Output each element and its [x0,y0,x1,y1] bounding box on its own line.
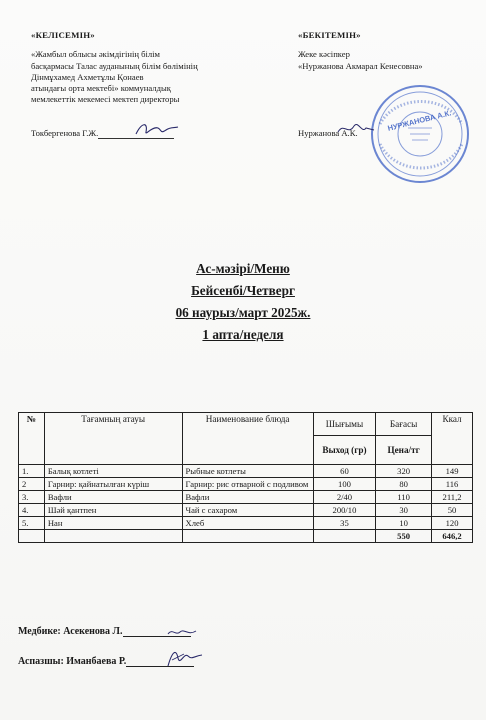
stamp-text: НУРЖАНОВА А.К. [386,108,453,133]
row-num: 3. [19,491,45,504]
header-kcal: Ккал [432,413,473,465]
row-name-kz: Шәй қантпен [44,504,182,517]
row-name-ru: Вафли [182,491,313,504]
entrepreneur-signature [336,118,376,140]
director-name: Токбергенова Г.Ж. [31,128,99,138]
agreement-line: басқармасы Талас ауданының білім бөлімінің [31,60,198,71]
menu-table [18,412,473,543]
row-num: 4. [19,504,45,517]
menu-title [0,258,486,346]
approval-heading: «БЕКІТЕМІН» [298,30,361,40]
header-name-ru: Наименование блюда [182,413,313,465]
row-name-ru: Хлеб [182,517,313,530]
row-name-kz: Балық котлеті [44,465,182,478]
row-output: 2/40 [313,491,375,504]
header-num: № [19,413,45,465]
row-num: 2 [19,478,45,491]
approval-line: Жеке кәсіпкер [298,49,350,60]
row-price: 110 [376,491,432,504]
table-row [19,478,473,491]
row-kcal: 149 [432,465,473,478]
row-output: 35 [313,517,375,530]
menu-title-line: Ас-мәзірі/Меню [196,261,290,276]
cook-signature [164,646,204,670]
row-price: 320 [376,465,432,478]
approval-line: «Нуржанова Акмарал Кенесовна» [298,60,423,71]
menu-day: Бейсенбі/Четверг [191,283,295,298]
row-price: 80 [376,478,432,491]
row-output: 60 [313,465,375,478]
cook-name: Аспазшы: Иманбаева Р. [18,656,127,667]
row-price: 30 [376,504,432,517]
nurse-signature-line [18,626,191,637]
table-row [19,465,473,478]
total-kcal: 646,2 [432,530,473,543]
agreement-line: мемлекеттік мекемесі мектеп директоры [31,94,180,105]
director-signature [132,118,180,140]
table-row [19,517,473,530]
official-stamp [366,80,474,188]
row-num: 1. [19,465,45,478]
agreement-line: атындағы орта мектебі» коммуналдық [31,83,171,94]
row-price: 10 [376,517,432,530]
table-header-row [19,413,473,436]
agreement-block [31,30,261,106]
row-kcal: 50 [432,504,473,517]
menu-date: 06 наурыз/март 2025ж. [175,305,311,320]
menu-week: 1 апта/неделя [202,327,284,342]
nurse-signature [166,624,198,640]
row-name-ru: Гарнир: рис отварной с подливом [182,478,313,491]
header-output-ru: Выход (гр) [313,436,375,465]
approval-block [298,30,473,72]
row-num: 5. [19,517,45,530]
nurse-name: Медбике: Асекенова Л. [18,626,123,637]
row-kcal: 120 [432,517,473,530]
table-row [19,491,473,504]
agreement-line: Дінмұхамед Ахметұлы Қонаев [31,71,144,82]
header-price-kz: Бағасы [376,413,432,436]
row-name-ru: Чай с сахаром [182,504,313,517]
table-total-row [19,530,473,543]
header-price-ru: Цена/тг [376,436,432,465]
row-kcal: 211,2 [432,491,473,504]
row-name-kz: Гарнир: қайнатылған күріш [44,478,182,491]
row-output: 200/10 [313,504,375,517]
row-name-ru: Рыбные котлеты [182,465,313,478]
row-name-kz: Нан [44,517,182,530]
row-name-kz: Вафли [44,491,182,504]
row-kcal: 116 [432,478,473,491]
agreement-line: «Жамбыл облысы әкімдігінің білім [31,49,160,60]
row-output: 100 [313,478,375,491]
header-name-kz: Тағамның атауы [44,413,182,465]
total-price: 550 [376,530,432,543]
agreement-heading: «КЕЛІСЕМІН» [31,30,95,40]
table-row [19,504,473,517]
entrepreneur-name: Нуржанова А.К. [298,128,358,138]
header-output-kz: Шығымы [313,413,375,436]
